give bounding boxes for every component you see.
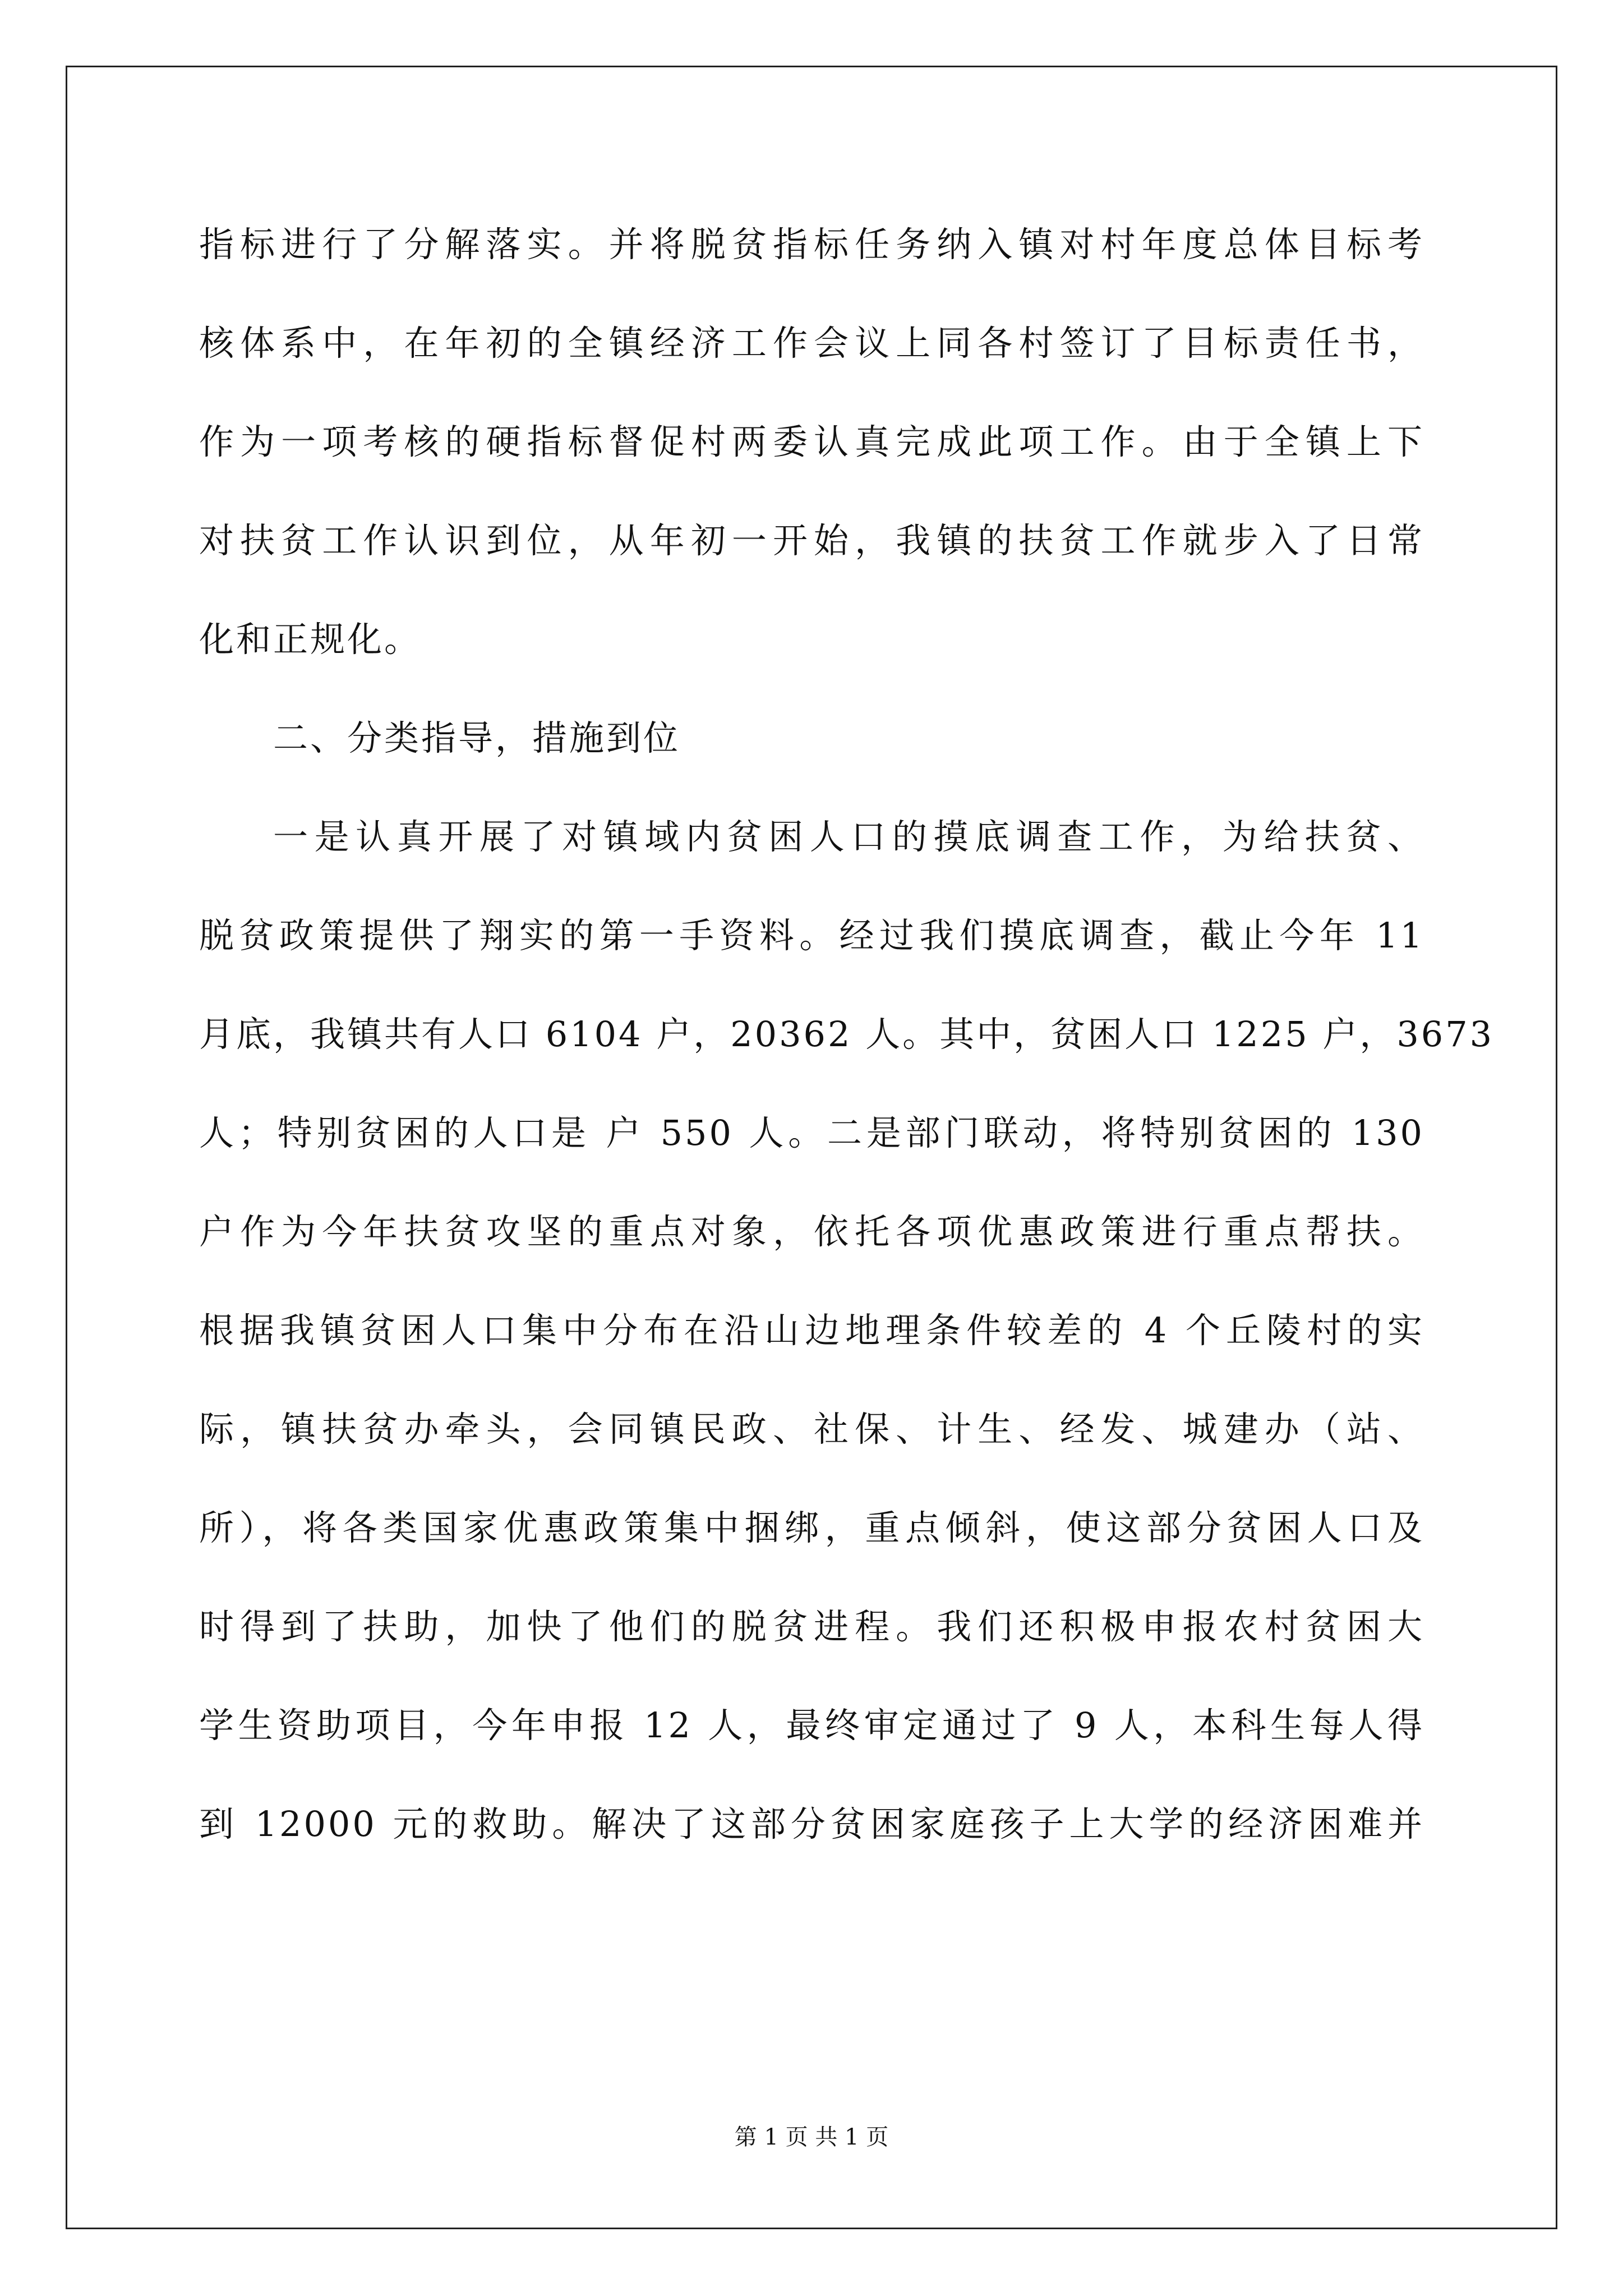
document-body (199, 195, 1495, 1874)
paragraph-line: 户作为今年扶贫攻坚的重点对象，依托各项优惠政策进行重点帮扶。 (199, 1211, 1424, 1252)
paragraph-line: 一是认真开展了对镇域内贫困人口的摸底调查工作，为给扶贫、 (273, 816, 1424, 857)
paragraph-line: 脱贫政策提供了翔实的第一手资料。经过我们摸底调查，截止今年 11 (199, 915, 1424, 956)
section-heading: 二、分类指导，措施到位 (273, 717, 681, 758)
page-footer: 第 1 页 共 1 页 (734, 2124, 889, 2150)
paragraph-line: 时得到了扶助，加快了他们的脱贫进程。我们还积极申报农村贫困大 (199, 1606, 1424, 1647)
paragraph-line: 人；特别贫困的人口是 户 550 人。二是部门联动，将特别贫困的 130 (199, 1112, 1424, 1153)
paragraph-line: 所），将各类国家优惠政策集中捆绑，重点倾斜，使这部分贫困人口及 (199, 1507, 1424, 1548)
paragraph-line: 学生资助项目，今年申报 12 人，最终审定通过了 9 人，本科生每人得 (199, 1705, 1424, 1746)
paragraph-line: 化和正规化。 (199, 619, 422, 660)
paragraph-line: 核体系中，在年初的全镇经济工作会议上同各村签订了目标责任书， (199, 323, 1424, 364)
paragraph-line: 对扶贫工作认识到位，从年初一开始，我镇的扶贫工作就步入了日常 (199, 520, 1424, 561)
paragraph-line: 指标进行了分解落实。并将脱贫指标任务纳入镇对村年度总体目标考 (199, 224, 1424, 265)
paragraph-line: 作为一项考核的硬指标督促村两委认真完成此项工作。由于全镇上下 (199, 421, 1424, 462)
paragraph-line: 际，镇扶贫办牵头，会同镇民政、社保、计生、经发、城建办（站、 (199, 1409, 1424, 1450)
paragraph-line: 根据我镇贫困人口集中分布在沿山边地理条件较差的 4 个丘陵村的实 (199, 1310, 1424, 1351)
paragraph-line: 到 12000 元的救助。解决了这部分贫困家庭孩子上大学的经济困难并 (199, 1803, 1424, 1844)
paragraph-line: 月底，我镇共有人口 6104 户，20362 人。其中，贫困人口 1225 户，3673 (199, 1014, 1495, 1055)
